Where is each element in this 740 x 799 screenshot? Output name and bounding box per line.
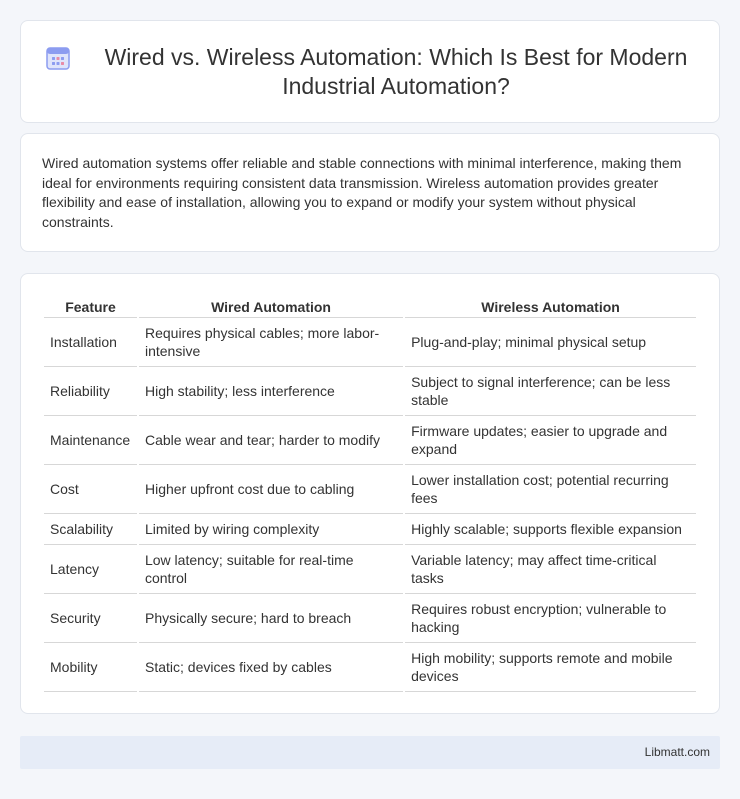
wired-cell: Requires physical cables; more labor-intensive bbox=[139, 318, 403, 367]
feature-cell: Reliability bbox=[44, 367, 137, 416]
wireless-cell: Variable latency; may affect time-critical tasks bbox=[405, 545, 696, 594]
wired-cell: Low latency; suitable for real-time control bbox=[139, 545, 403, 594]
footer-bar bbox=[20, 736, 720, 769]
feature-cell: Scalability bbox=[44, 514, 137, 545]
table-row bbox=[44, 594, 696, 643]
feature-cell: Mobility bbox=[44, 643, 137, 692]
intro-paragraph: Wired automation systems offer reliable and stable connections with minimal interference, making them ideal for environments requiring consistent data transmission. Wireless automation provides greater flexibility and ease of installation, allowing you to expand or modify your system without physical constraints. bbox=[42, 155, 682, 230]
feature-cell: Cost bbox=[44, 465, 137, 514]
wireless-cell: Firmware updates; easier to upgrade and expand bbox=[405, 416, 696, 465]
table-header-row bbox=[44, 296, 696, 318]
footer-site-link[interactable]: Libmatt.com bbox=[644, 745, 710, 759]
wired-cell: Limited by wiring complexity bbox=[139, 514, 403, 545]
table-row bbox=[44, 318, 696, 367]
table-row bbox=[44, 465, 696, 514]
wired-cell: High stability; less interference bbox=[139, 367, 403, 416]
feature-cell: Installation bbox=[44, 318, 137, 367]
table-row bbox=[44, 514, 696, 545]
wireless-cell: Highly scalable; supports flexible expansion bbox=[405, 514, 696, 545]
wired-cell: Static; devices fixed by cables bbox=[139, 643, 403, 692]
feature-cell: Security bbox=[44, 594, 137, 643]
wired-cell: Cable wear and tear; harder to modify bbox=[139, 416, 403, 465]
header-wireless: Wireless Automation bbox=[405, 296, 696, 318]
calendar-icon bbox=[45, 45, 71, 71]
wireless-cell: Requires robust encryption; vulnerable to hacking bbox=[405, 594, 696, 643]
title-wrap bbox=[21, 21, 719, 122]
table-row bbox=[44, 416, 696, 465]
wired-cell: Higher upfront cost due to cabling bbox=[139, 465, 403, 514]
title-card bbox=[20, 20, 720, 123]
wireless-cell: Lower installation cost; potential recurring fees bbox=[405, 465, 696, 514]
table-row bbox=[44, 367, 696, 416]
feature-cell: Latency bbox=[44, 545, 137, 594]
wireless-cell: High mobility; supports remote and mobile devices bbox=[405, 643, 696, 692]
wireless-cell: Subject to signal interference; can be less stable bbox=[405, 367, 696, 416]
header-feature: Feature bbox=[44, 296, 137, 318]
comparison-card bbox=[20, 273, 720, 714]
table-row bbox=[44, 643, 696, 692]
comparison-table bbox=[42, 296, 698, 692]
wireless-cell: Plug-and-play; minimal physical setup bbox=[405, 318, 696, 367]
header-wired: Wired Automation bbox=[139, 296, 403, 318]
intro-card bbox=[20, 133, 720, 252]
wired-cell: Physically secure; hard to breach bbox=[139, 594, 403, 643]
page-title: Wired vs. Wireless Automation: Which Is Best for Modern Industrial Automation? bbox=[104, 43, 688, 99]
table-row bbox=[44, 545, 696, 594]
feature-cell: Maintenance bbox=[44, 416, 137, 465]
